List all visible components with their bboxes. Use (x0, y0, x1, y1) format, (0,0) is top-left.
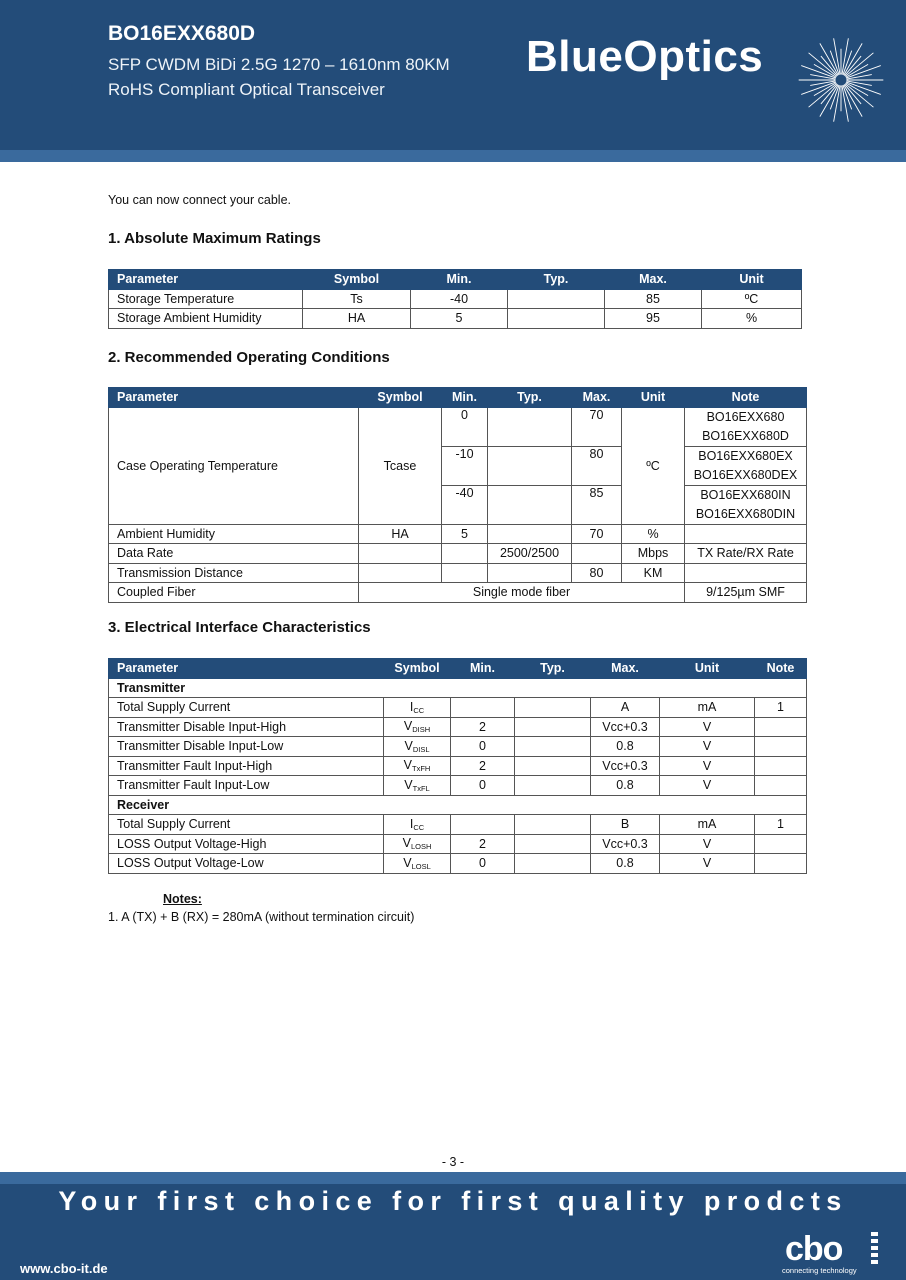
table-row (109, 407, 807, 427)
column-header: Typ. (488, 388, 572, 408)
table-cell: BO16EXX680DEX (685, 466, 807, 486)
symbol-subscript: DISH (412, 725, 431, 735)
table-cell: Single mode fiber (359, 583, 685, 603)
table-cell: 1 (755, 698, 807, 718)
table-cell: A (591, 698, 660, 718)
table-cell (488, 524, 572, 544)
table-row (109, 524, 807, 544)
table-cell (515, 698, 591, 718)
table-cell: Data Rate (109, 544, 359, 564)
table-cell: Storage Ambient Humidity (109, 309, 303, 329)
column-header: Min. (442, 388, 488, 408)
symbol-subscript: TxFL (412, 783, 430, 793)
column-header: Unit (702, 270, 802, 290)
table-row (109, 854, 807, 874)
table-row (109, 737, 807, 757)
table-cell: Coupled Fiber (109, 583, 359, 603)
table-cell: BO16EXX680IN (685, 485, 807, 505)
table-cell: 0 (451, 737, 515, 757)
table-cell: % (702, 309, 802, 329)
column-header: Max. (572, 388, 622, 408)
table-cell (515, 717, 591, 737)
cbo-tagline: connecting technology (782, 1266, 857, 1275)
table-group-row (109, 678, 807, 698)
table-cell: Case Operating Temperature (109, 407, 359, 524)
section-title-absolute-max: 1. Absolute Maximum Ratings (108, 230, 321, 247)
table-cell: mA (660, 815, 755, 835)
table-cell: Transmitter Disable Input-Low (109, 737, 384, 757)
intro-text: You can now connect your cable. (108, 193, 291, 207)
table-cell: Vcc+0.3 (591, 756, 660, 776)
table-cell (515, 854, 591, 874)
column-header: Max. (591, 659, 660, 679)
table-cell: Vcc+0.3 (591, 717, 660, 737)
table-cell (755, 717, 807, 737)
table-cell (508, 309, 605, 329)
table-cell (515, 815, 591, 835)
electrical-interface-table (108, 658, 807, 874)
table-row (109, 717, 807, 737)
symbol-text: V (403, 855, 412, 870)
table-cell (384, 737, 451, 757)
table-cell (508, 289, 605, 309)
document-subtitle-1: SFP CWDM BiDi 2.5G 1270 – 1610nm 80KM (108, 55, 450, 74)
table-cell (359, 563, 442, 583)
table-cell: Transmitter Disable Input-High (109, 717, 384, 737)
table-cell: 2 (451, 717, 515, 737)
table-cell: mA (660, 698, 755, 718)
cbo-logo: cbo (785, 1230, 843, 1268)
starburst-logo-icon (795, 34, 887, 126)
table-cell (384, 698, 451, 718)
footer-accent-strip (0, 1172, 906, 1184)
table-cell: 0.8 (591, 854, 660, 874)
table-row (109, 834, 807, 854)
table-row (109, 756, 807, 776)
table-cell (515, 737, 591, 757)
table-cell: 0.8 (591, 737, 660, 757)
symbol-text: I (409, 699, 414, 714)
symbol-text: V (404, 738, 413, 753)
table-cell: 70 (572, 524, 622, 544)
table-cell: B (591, 815, 660, 835)
page-number: - 3 - (441, 1155, 465, 1169)
column-header: Min. (411, 270, 508, 290)
table-cell (488, 407, 572, 446)
table-cell (451, 815, 515, 835)
table-cell: TX Rate/RX Rate (685, 544, 807, 564)
table-cell (384, 717, 451, 737)
table-cell: Ambient Humidity (109, 524, 359, 544)
symbol-subscript: TxFH (412, 764, 431, 774)
table-cell (755, 854, 807, 874)
column-header: Parameter (109, 388, 359, 408)
table-cell (359, 544, 442, 564)
table-cell: 2 (451, 756, 515, 776)
symbol-text: V (403, 719, 413, 734)
section-title-operating-conditions: 2. Recommended Operating Conditions (108, 349, 390, 366)
table-group-label: Transmitter (109, 678, 807, 698)
column-header: Parameter (109, 270, 303, 290)
table-cell (488, 446, 572, 485)
table-cell: % (622, 524, 685, 544)
table-cell (488, 485, 572, 524)
table-cell (755, 834, 807, 854)
column-header: Note (755, 659, 807, 679)
table-cell: V (660, 834, 755, 854)
table-row (109, 563, 807, 583)
table-cell: -40 (442, 485, 488, 524)
table-cell (451, 698, 515, 718)
table-cell: 0.8 (591, 776, 660, 796)
document-subtitle-2: RoHS Compliant Optical Transceiver (108, 80, 385, 99)
column-header: Max. (605, 270, 702, 290)
column-header: Unit (622, 388, 685, 408)
table-cell (755, 776, 807, 796)
table-cell: Transmission Distance (109, 563, 359, 583)
website-link[interactable]: www.cbo-it.de (20, 1261, 108, 1276)
table-cell (442, 563, 488, 583)
symbol-subscript: CC (413, 705, 425, 715)
table-group-label: Receiver (109, 795, 807, 815)
table-cell: 1 (755, 815, 807, 835)
table-cell: BO16EXX680EX (685, 446, 807, 466)
symbol-subscript: LOSH (410, 842, 432, 852)
table-cell (442, 544, 488, 564)
blueoptics-logo: BlueOptics (526, 32, 764, 81)
table-cell: ºC (622, 407, 685, 524)
column-header: Symbol (384, 659, 451, 679)
table-cell: Transmitter Fault Input-Low (109, 776, 384, 796)
symbol-subscript: LOSL (411, 861, 431, 871)
table-cell: Mbps (622, 544, 685, 564)
table-row (109, 776, 807, 796)
table-cell (488, 563, 572, 583)
table-row (109, 544, 807, 564)
symbol-text: V (404, 777, 413, 792)
table-cell (515, 776, 591, 796)
column-header: Symbol (359, 388, 442, 408)
table-cell: 80 (572, 563, 622, 583)
column-header: Typ. (508, 270, 605, 290)
table-row (109, 583, 807, 603)
table-header-row (109, 270, 802, 290)
cbo-dots-icon (870, 1232, 880, 1266)
footer-slogan: Your first choice for first quality prodcts (58, 1186, 848, 1216)
document-title: BO16EXX680D (108, 22, 256, 45)
table-group-row (109, 795, 807, 815)
symbol-text: I (409, 816, 414, 831)
table-cell: 0 (451, 776, 515, 796)
table-cell: Total Supply Current (109, 815, 384, 835)
table-cell: 70 (572, 407, 622, 446)
table-cell: LOSS Output Voltage-High (109, 834, 384, 854)
column-header: Note (685, 388, 807, 408)
table-header-row (109, 388, 807, 408)
table-cell (755, 756, 807, 776)
table-cell (384, 776, 451, 796)
section-title-electrical-interface: 3. Electrical Interface Characteristics (108, 619, 371, 636)
table-cell: Tcase (359, 407, 442, 524)
table-cell: 0 (451, 854, 515, 874)
table-cell: 85 (605, 289, 702, 309)
table-cell: 9/125µm SMF (685, 583, 807, 603)
table-cell: LOSS Output Voltage-Low (109, 854, 384, 874)
table-cell (685, 524, 807, 544)
table-cell: HA (303, 309, 411, 329)
table-cell: ºC (702, 289, 802, 309)
symbol-subscript: CC (413, 822, 425, 832)
table-row (109, 698, 807, 718)
table-cell (515, 756, 591, 776)
table-cell: 5 (442, 524, 488, 544)
column-header: Typ. (515, 659, 591, 679)
table-cell: -10 (442, 446, 488, 485)
table-cell: BO16EXX680DIN (685, 505, 807, 525)
operating-conditions-table (108, 387, 807, 603)
table-cell: BO16EXX680 (685, 407, 807, 427)
table-row (109, 289, 802, 309)
column-header: Min. (451, 659, 515, 679)
table-cell: 5 (411, 309, 508, 329)
symbol-subscript: DISL (412, 744, 430, 754)
table-cell: Ts (303, 289, 411, 309)
table-cell (384, 756, 451, 776)
table-cell (384, 815, 451, 835)
symbol-text: V (403, 758, 412, 773)
absolute-max-ratings-table (108, 269, 802, 329)
column-header: Unit (660, 659, 755, 679)
table-cell: -40 (411, 289, 508, 309)
table-cell: 80 (572, 446, 622, 485)
table-cell: Total Supply Current (109, 698, 384, 718)
column-header: Parameter (109, 659, 384, 679)
table-cell (384, 834, 451, 854)
table-cell: V (660, 717, 755, 737)
table-cell (755, 737, 807, 757)
table-header-row (109, 659, 807, 679)
table-cell (685, 563, 807, 583)
table-cell: Transmitter Fault Input-High (109, 756, 384, 776)
column-header: Symbol (303, 270, 411, 290)
table-cell: V (660, 854, 755, 874)
table-cell: 85 (572, 485, 622, 524)
notes-title: Notes: (163, 892, 202, 906)
table-cell: Storage Temperature (109, 289, 303, 309)
table-cell: 0 (442, 407, 488, 446)
table-row (109, 309, 802, 329)
table-cell: 95 (605, 309, 702, 329)
table-cell: KM (622, 563, 685, 583)
table-cell (515, 834, 591, 854)
table-cell: BO16EXX680D (685, 427, 807, 447)
table-row (109, 815, 807, 835)
symbol-text: V (402, 836, 411, 851)
table-cell: V (660, 737, 755, 757)
table-cell: 2500/2500 (488, 544, 572, 564)
table-cell (384, 854, 451, 874)
table-cell: Vcc+0.3 (591, 834, 660, 854)
table-cell: HA (359, 524, 442, 544)
table-cell: V (660, 776, 755, 796)
note-item: 1. A (TX) + B (RX) = 280mA (without termination circuit) (108, 910, 415, 924)
table-cell (572, 544, 622, 564)
header-accent-strip (0, 150, 906, 162)
table-cell: V (660, 756, 755, 776)
table-cell: 2 (451, 834, 515, 854)
